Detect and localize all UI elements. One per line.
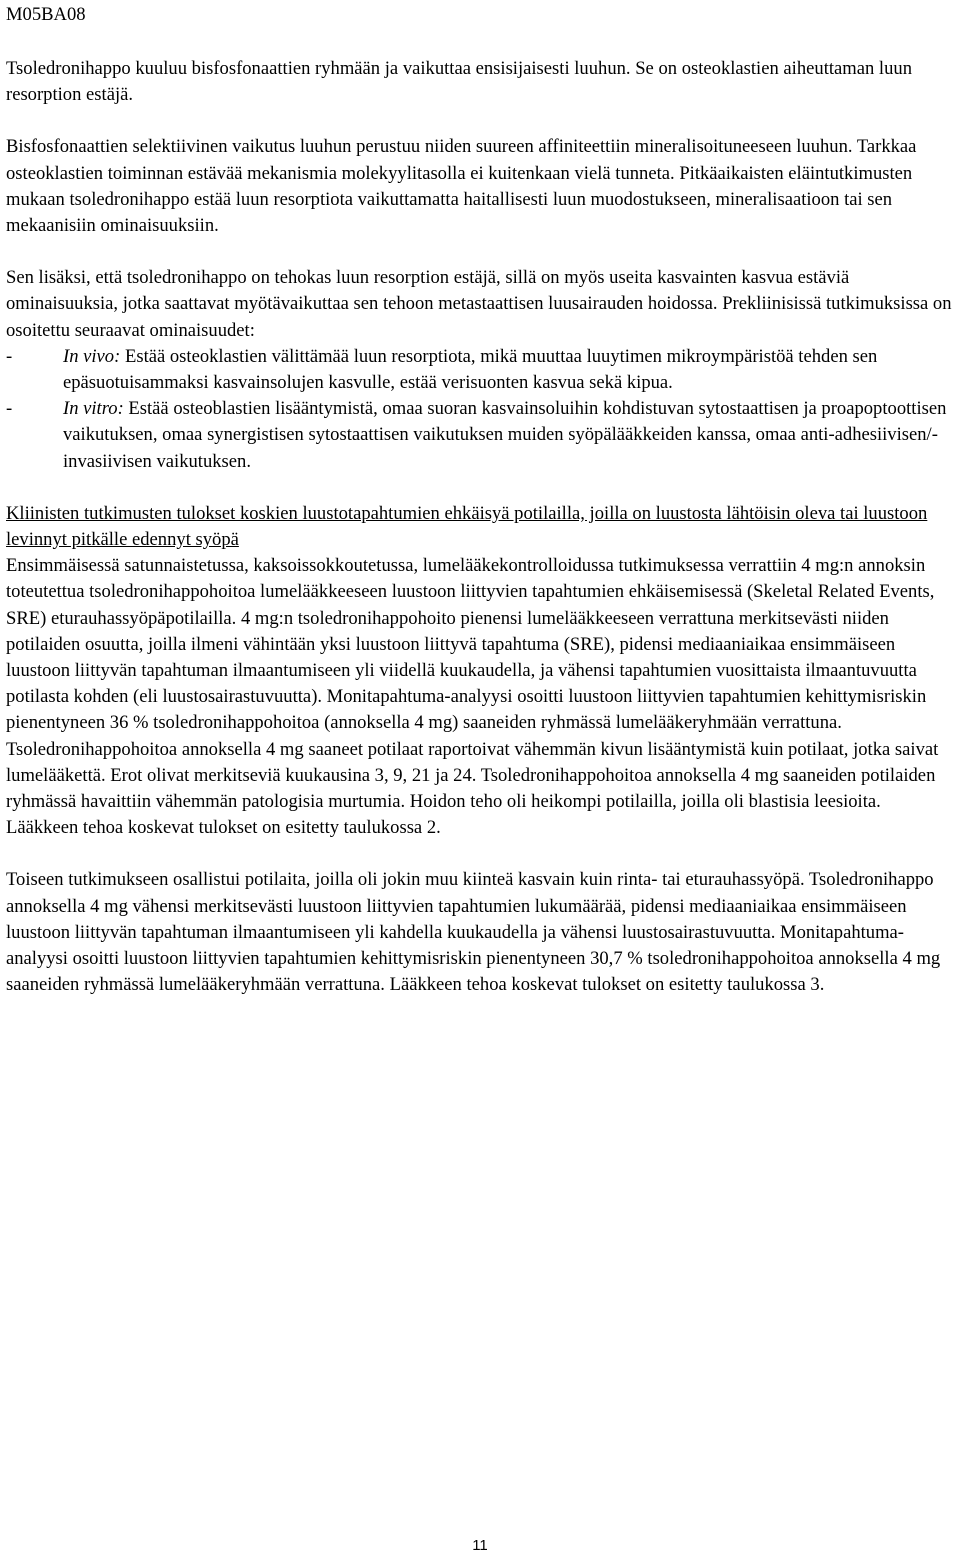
bullet-text: Estää osteoklastien välittämää luun resorptiota, mikä muuttaa luuytimen mikroympäristöä tehden sen epäsuotuisammaksi kasvainsolujen kasvulle, estää verisuonten kasvua sekä kipua. <box>63 345 878 394</box>
paragraph-mechanism: Bisfosfonaattien selektiivinen vaikutus luuhun perustuu niiden suureen affiniteettiin mineralisoituneeseen luuhun. Tarkkaa osteoklastien toiminnan estävää mekanismia molekyylitasolla ei kuitenkaan vielä tunneta. Pitkäaikaisten eläintutkimusten mukaan tsoledronihappo estää luun resorptiota vaikuttamatta haitallisesti luun muodostukseen, mineralisaatioon tai sen mekaanisiin ominaisuuksiin. <box>6 136 917 237</box>
document-body <box>6 0 956 999</box>
bullet-dash: - <box>6 398 13 420</box>
bullet-in-vitro <box>6 396 956 475</box>
paragraph-intro: Tsoledronihappo kuuluu bisfosfonaattien ryhmään ja vaikuttaa ensisijaisesti luuhun. Se on osteoklastien aiheuttaman luun resorption estäjä. <box>6 58 912 106</box>
bullet-label: In vivo: <box>63 345 121 367</box>
paragraph-study-2: Toiseen tutkimukseen osallistui potilaita, joilla oli jokin muu kiinteä kasvain kuin rinta- tai eturauhassyöpä. Tsoledronihappo annoksella 4 mg vähensi merkitsevästi luustoon liittyvien tapahtumien lukumäärää, pidensi mediaaniaikaa ensimmäiseen luustoon liittyvän tapahtuman ilmaantumiseen yli kahdella kuukaudella ja vähensi luustosairastuvuutta. Monitapahtuma-analyysi osoitti luustoon liittyvien tapahtumien kehittymisriskin pienentyneen 30,7 % tsoledronihappohoitoa annoksella 4 mg saaneiden ryhmässä lumelääkeryhmään verrattuna. Lääkkeen tehoa koskevat tulokset on esitetty taulukossa 3. <box>6 869 941 996</box>
paragraph-study-1: Ensimmäisessä satunnaistetussa, kaksoissokkoutetussa, lumelääkekontrolloidussa tutkimuksessa verrattiin 4 mg:n annoksin toteutettua tsoledronihappohoitoa lumelääkkeeseen luustoon liittyvien tapahtumien ehkäisemisessä (Skeletal Related Events, SRE) eturauhassyöpäpotilailla. 4 mg:n tsoledronihappohoito pienensi lumelääkkeeseen verrattuna merkitsevästi niiden potilaiden osuutta, joilla ilmeni vähintään yksi luustoon liittyvä tapahtuma (SRE), pidensi mediaaniaikaa ensimmäiseen luustoon liittyvän tapahtuman ilmaantumiseen yli viidellä kuukaudella, ja vähensi tapahtumien vuosittaista ilmaantuvuutta potilasta kohden (eli luustosairastuvuutta). Monitapahtuma-analyysi osoitti luustoon liittyvien tapahtumien kehittymisriskin pienentyneen 36 % tsoledronihappohoitoa (annoksella 4 mg) saaneiden ryhmässä lumelääkeryhmään verrattuna. Tsoledronihappohoitoa annoksella 4 mg saaneet potilaat raportoivat vähemmän kivun lisääntymistä kuin potilaat, jotka saivat lumelääkettä. Erot olivat merkitseviä kuukausina 3, 9, 21 ja 24. Tsoledronihappohoitoa annoksella 4 mg saaneiden potilaiden ryhmässä havaittiin vähemmän patologisia murtumia. Hoidon teho oli heikompi potilailla, joilla oli blastisia leesioita. Lääkkeen tehoa koskevat tulokset on esitetty taulukossa 2. <box>6 555 939 839</box>
paragraph-antitumor: Sen lisäksi, että tsoledronihappo on tehokas luun resorption estäjä, sillä on myös useita kasvainten kasvua estäviä ominaisuuksia, jotka saattavat myötävaikuttaa sen tehoon metastaattisen luusairauden hoidossa. Prekliinisissä tutkimuksissa on osoitettu seuraavat ominaisuudet: <box>6 267 952 341</box>
section-heading: Kliinisten tutkimusten tulokset koskien luustotapahtumien ehkäisyä potilailla, joilla on luustosta lähtöisin oleva tai luustoon levinnyt pitkälle edennyt syöpä <box>6 502 928 551</box>
page-number: 11 <box>472 1537 488 1554</box>
bullet-in-vivo <box>6 344 956 396</box>
atc-code: M05BA08 <box>6 4 86 25</box>
bullet-text: Estää osteoblastien lisääntymistä, omaa suoran kasvainsoluihin kohdistuvan sytostaattisen ja proapoptoottisen vaikutuksen, omaa synergistisen sytostaattisen vaikutuksen muiden syöpälääkkeiden kanssa, omaa anti-adhesiivisen/-invasiivisen vaikutuksen. <box>63 398 947 472</box>
bullet-label: In vitro: <box>63 398 124 420</box>
bullet-dash: - <box>6 345 13 367</box>
